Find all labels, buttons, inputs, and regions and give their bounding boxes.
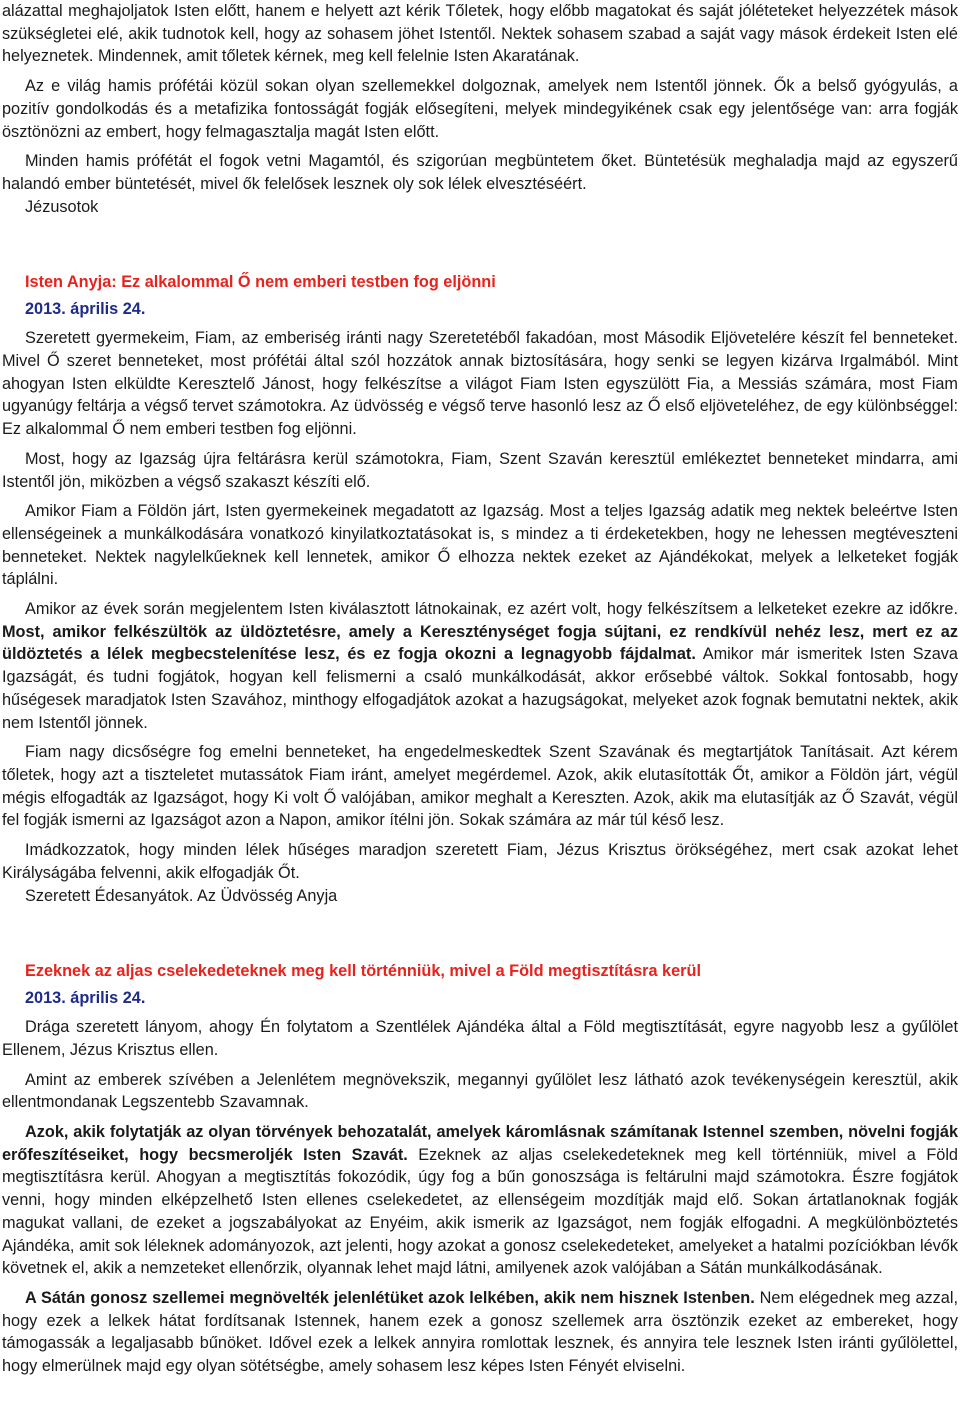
section-title: Isten Anyja: Ez alkalommal Ő nem emberi testben fog eljönni bbox=[25, 273, 496, 292]
bold-text-run: A Sátán gonosz szellemei megnövelték jelenlétüket azok lelkében, akik nem hisznek Istenben. bbox=[25, 1288, 755, 1307]
signature: Szeretett Édesanyátok. Az Üdvösség Anyja bbox=[25, 886, 338, 905]
text-run: Amikor az évek során megjelentem Isten kiválasztott látnokainak, ez azért volt, hogy felkészítsem a lelketeket ezekre az időkre. bbox=[25, 600, 958, 619]
text-run: Amikor már ismeritek Isten Szava Igazságát, és tudni fogjátok, hogyan kell felismerni a csaló munkálkodását, akkor erősebbé váltok. Sokkal fontosabb, hogy hűségesek maradjatok Isten Szavához, minthogy elfogadjátok azokat a hazugságokat, melyeket azok fognak bemutatni nektek, akik nem Istentől jönnek. bbox=[2, 645, 958, 732]
paragraph: Fiam nagy dicsőségre fog emelni benneteket, ha engedelmeskedtek Szent Szavának és megtartjátok Tanításait. Azt kérem tőletek, hogy azt a tiszteletet mutassátok Fiam iránt, amelyet megérdemel. Azok, akik elutasították Őt, amikor a Földön járt, végül mégis elfogadták az Igazságot, hogy Ki volt Ő valójában, amikor meghalt a Kereszten. Azok, akik ma elutasítják az Ő Szavát, végül fel fogják ismerni az Igazságot azon a Napon, amikor ítélni jön. Sokak számára az már túl késő lesz. bbox=[2, 743, 958, 830]
paragraph: Minden hamis prófétát el fogok vetni Magamtól, és szigorúan megbüntetem őket. Büntetésük meghaladja majd az egyszerű halandó ember büntetését, mivel ők felelősek lesznek oly sok lélek elvesztéséért. bbox=[2, 152, 958, 193]
document-page bbox=[2, 0, 958, 1378]
signature: Jézusotok bbox=[25, 197, 99, 216]
paragraph bbox=[2, 598, 958, 734]
paragraph: Szeretett gyermekeim, Fiam, az emberiség iránti nagy Szeretetéből fakadóan, most Második Eljövetelére készít fel benneteket. Mivel Ő szeret benneteket, most prófétái által szól hozzátok annak biztosítására, hogy senki se legyen kizárva Irgalmából. Mint ahogyan Isten elküldte Keresztelő Jánost, hogy felkészítse a világot Fiam Isten egyszülött Fia, a Messiás számára, most Fiam ugyanúgy feltárja a végső tervet számotokra. Az üdvösség e végső terve hasonló lesz az Ő első eljöveteléhez, de egy különbséggel: Ez alkalommal Ő nem emberi testben fog eljönni. bbox=[2, 329, 958, 439]
paragraph: Amikor Fiam a Földön járt, Isten gyermekeinek megadatott az Igazság. Most a teljes Igazság adatik meg nektek beleértve Isten ellenségeinek a munkálkodására vonatkozó kinyilatkoztatásokat is, s mindez a ti érdeketekben, hogy ne lehessen megtéveszteni benneteket. Nektek nagylelkűeknek kell lennetek, amikor Ő elhozza nektek ezeket az Ajándékokat, melyek a lelketeket fogják táplálni. bbox=[2, 502, 958, 589]
paragraph: alázattal meghajoljatok Isten előtt, hanem e helyett azt kérik Tőletek, hogy előbb magatokat és saját jóléteteket helyezzétek mások szükségletei elé, akik tudnotok kell, hogy az sohasem jöhet Istentől. Nektek sohasem szabad a saját vagy mások érdekeit Isten elé helyeznetek. Mindennek, amit tőletek kérnek, meg kell felelnie Isten Akaratának. bbox=[2, 2, 958, 66]
section-date: 2013. április 24. bbox=[25, 989, 146, 1008]
paragraph: Az e világ hamis prófétái közül sokan olyan szellemekkel dolgoznak, amelyek nem Istentől jönnek. Ők a belső gyógyulás, a pozitív gondolkodás és a metafizika fontosságát fogják elősegíteni, melyek mindegyikének csak egy jelentősége van: arra fogják ösztönözni az embert, hogy felmagasztalja magát Isten előtt. bbox=[2, 77, 958, 141]
bold-text-run: Azok, akik folytatják az olyan törvények behozatalát, amelyek káromlásnak számítanak Istennel szemben, növelni fogják erőfeszítéseiket, hogy becsmeroljék Isten Szavát. bbox=[2, 1123, 958, 1164]
text-run: Ezeknek az aljas cselekedeteknek meg kell történniük, mivel a Föld megtisztításra kerül. Ahogyan a megtisztítás fokozódik, úgy fog a bűn gonoszsága is feltárulni majd számotokra. Észre fogjátok venni, hogy minden elképzelhető Isten ellenes cselekedetet, az ellenségeim mozdítják majd elő. Sokan ártatlanoknak fogják magukat vallani, de ezeket a jogszabályokat az Enyéim, akik ismerik az Igazságot, nem fogják elfogadni. A megkülönböztetés Ajándéka, amit sok léleknek adományozok, azt jelenti, hogy azokat a gonosz cselekedeteket, amelyeket a hatalmi pozíciókban lévők követnek el, akik a nemzeteket ellenőrzik, olyannak lehet majd látni, amilyenek azok valójában a Sátán munkálkodásának. bbox=[2, 1145, 958, 1278]
text-run: Nem elégednek meg azzal, hogy ezek a lelkek hátat fordítsanak Istennek, hanem ezek a gonosz szellemek arra ösztönzik ezeket az embereket, hogy támogassák a legaljasabb bűnöket. Idővel ezek a lelkek annyira romlottak lesznek, és annyira tele lesznek Isten iránti gyűlölettel, hogy elmerülnek majd egy olyan sötétségbe, amely sohasem lesz képes Isten Fényét elviselni. bbox=[2, 1288, 958, 1376]
paragraph bbox=[2, 1287, 958, 1378]
paragraph bbox=[2, 1121, 958, 1280]
paragraph: Imádkozzatok, hogy minden lélek hűséges maradjon szeretett Fiam, Jézus Krisztus örökségéhez, mert csak azokat lehet Királyságába felvenni, akik elfogadják Őt. bbox=[2, 841, 958, 882]
paragraph: Amint az emberek szívében a Jelenlétem megnövekszik, megannyi gyűlölet lesz látható azok tevékenységein keresztül, akik ellentmondanak Legszentebb Szavamnak. bbox=[2, 1070, 958, 1112]
section-title: Ezeknek az aljas cselekedeteknek meg kell történniük, mivel a Föld megtisztításra kerül bbox=[25, 962, 701, 981]
paragraph: Drága szeretett lányom, ahogy Én folytatom a Szentlélek Ajándéka által a Föld megtisztítását, egyre nagyobb lesz a gyűlölet Ellenem, Jézus Krisztus ellen. bbox=[2, 1018, 958, 1059]
paragraph: Most, hogy az Igazság újra feltárásra kerül számotokra, Fiam, Szent Szaván keresztül emlékeztet benneteket mindarra, ami Istentől jön, miközben a végső szakaszt készíti elő. bbox=[2, 449, 958, 491]
bold-text-run: Most, amikor felkészültök az üldöztetésre, amely a Kereszténységet fogja sújtani, ez rendkívül nehéz lesz, mert ez az üldöztetés a lélek megbecstelenítése lesz, és ez fogja okozni a legnagyobb fájdalmat. bbox=[2, 622, 958, 664]
section-date: 2013. április 24. bbox=[25, 300, 146, 319]
